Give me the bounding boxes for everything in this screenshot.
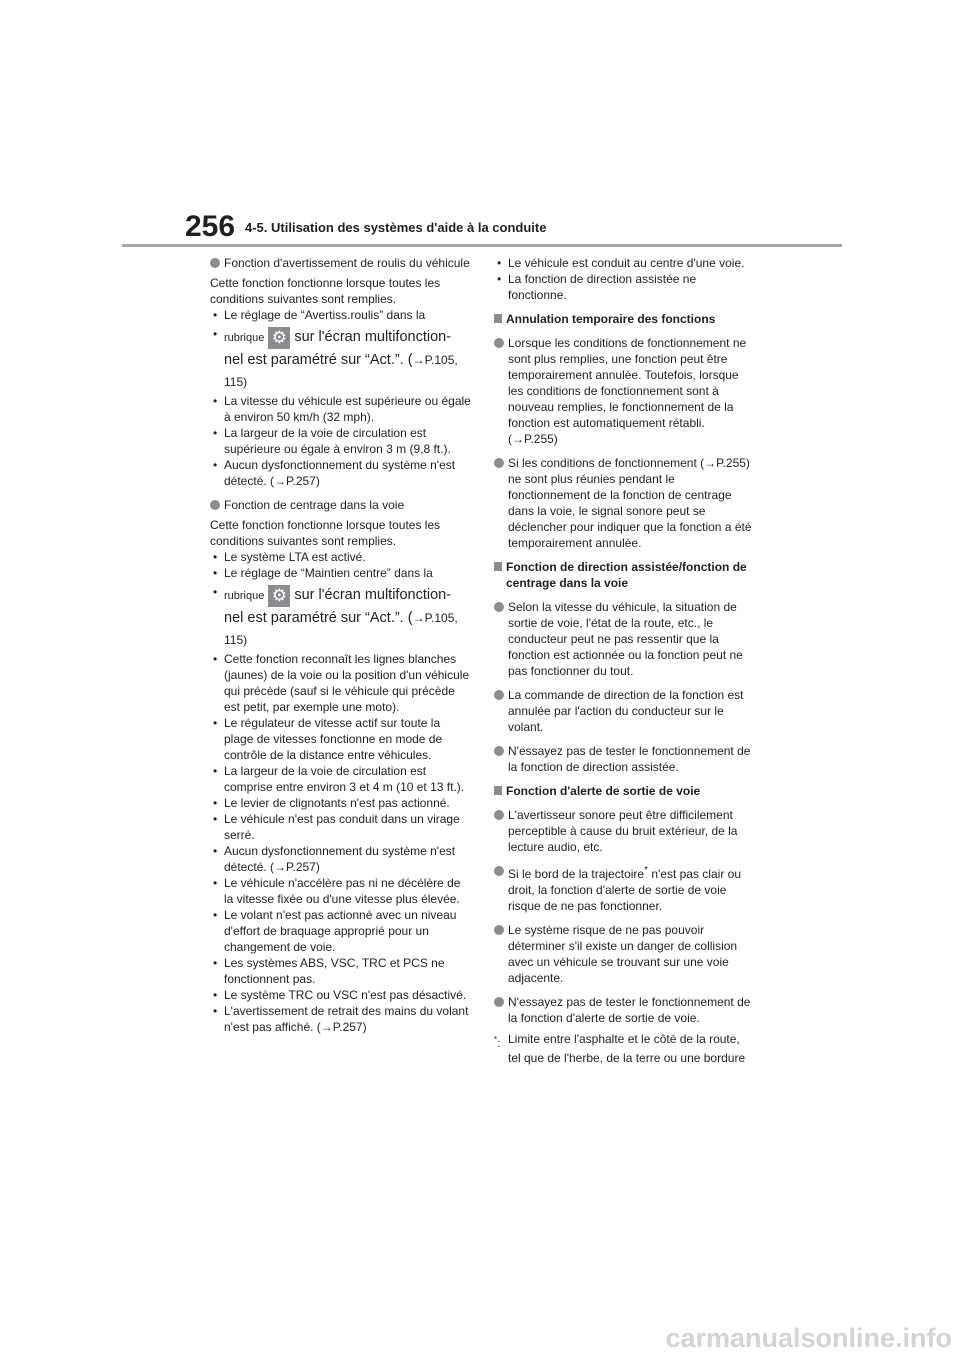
bullet-text: Si le bord de la trajectoire <box>508 867 645 881</box>
list-item: • Le réglage de “Maintien centre” dans la <box>210 565 472 581</box>
square-bullet-icon <box>494 314 502 323</box>
bullet-text: Le système risque de ne pas pouvoir déterminer s'il existe un danger de collision avec un véhicule se trouvant sur une voie adjacente. <box>508 923 738 985</box>
list-item: • Le régulateur de vitesse actif sur toute la plage de vitesses fonctionne en mode de contrôle de la distance entre véhicules. <box>210 715 472 763</box>
bullet-dot-icon <box>210 500 220 510</box>
item-text: rubrique <box>224 590 265 602</box>
bullet <box>494 599 754 679</box>
square-bullet-icon <box>494 786 502 795</box>
heading-text: Fonction de direction assistée/fonction de centrage dans la voie <box>506 560 747 590</box>
list-item: • La fonction de direction assistée ne fonctionne. <box>494 271 754 303</box>
bullet-text: n'est pas clair ou droit, la fonction d'alerte de sortie de voie risque de ne pas fonctionner. <box>508 867 741 913</box>
page-number: 256 <box>185 210 236 243</box>
settings-gear-icon <box>268 327 290 349</box>
watermark: carmanualsonline.info <box>665 1323 952 1353</box>
list-item: • Le système TRC ou VSC n'est pas désactivé. <box>210 987 472 1003</box>
list-item: • La largeur de la voie de circulation est comprise entre environ 3 et 4 m (10 et 13 ft.). <box>210 763 472 795</box>
footnote <box>494 1030 754 1068</box>
item-text: rubrique <box>224 332 265 344</box>
paragraph: Cette fonction fonctionne lorsque toutes les conditions suivantes sont remplies. <box>210 276 441 306</box>
list-item: • La vitesse du véhicule est supérieure ou égale à environ 50 km/h (32 mph). <box>210 393 472 425</box>
bullet-dot-icon <box>494 810 504 820</box>
bullet-text: La commande de direction de la fonction est annulée par l'action du conducteur sur le volant. <box>508 688 744 734</box>
bullet-text: Si les conditions de fonctionnement (→P.255) ne sont plus réunies pendant le fonctionnement de la fonction de centrage dans la voie, le signal sonore peut se déclencher pour indiquer que la fonction a été temporairement annulée. <box>508 456 752 550</box>
heading-lane-departure-alert <box>494 783 754 799</box>
item-text: sur l'écran multifonction- <box>294 329 452 345</box>
header-rule <box>122 244 842 247</box>
footnote-mark: * <box>494 1035 498 1044</box>
bullet-dot-icon <box>494 602 504 612</box>
list-item: • La largeur de la voie de circulation est supérieure ou égale à environ 3 m (9,8 ft.). <box>210 425 472 457</box>
list-item: • Le véhicule n'est pas conduit dans un virage serré. <box>210 811 472 843</box>
list-item: • Le système LTA est activé. <box>210 549 472 565</box>
item-text: sur l'écran multifonction- <box>294 587 452 603</box>
list-item: • Le volant n'est pas actionné avec un niveau d'effort de braquage approprié pour un changement de voie. <box>210 907 472 955</box>
list-item: • Les systèmes ABS, VSC, TRC et PCS ne fonctionnent pas. <box>210 955 472 987</box>
list-item: • Cette fonction reconnaît les lignes blanches (jaunes) de la voie ou la position d'un véhicule qui précède (sauf si le véhicule qui précède est petit, par exemple une moto). <box>210 651 472 715</box>
settings-gear-icon <box>268 585 290 607</box>
bullet <box>494 863 754 914</box>
footnote-text: Limite entre l'asphalte et le côté de la route, tel que de l'herbe, de la terre ou une bordure <box>508 1032 746 1065</box>
bullet-text: N'essayez pas de tester le fonctionnement de la fonction de direction assistée. <box>508 744 751 774</box>
bullet <box>494 994 754 1026</box>
bullet-text: Selon la vitesse du véhicule, la situation de sortie de voie, l'état de la route, etc., le conducteur peut ne pas ressentir que la fonction est actionnée ou la fonction peut ne pas fonctionner du tout. <box>508 600 743 678</box>
bullet-dot-icon <box>494 997 504 1007</box>
bullet-dot-icon <box>494 690 504 700</box>
square-bullet-icon <box>494 562 502 571</box>
heading-text: Annulation temporaire des fonctions <box>506 312 716 326</box>
section-title: 4-5. Utilisation des systèmes d'aide à la conduite <box>245 220 547 235</box>
bullet-dot-icon <box>494 746 504 756</box>
bullet-dot-icon <box>494 866 504 876</box>
bullet-text: Fonction de centrage dans la voie <box>224 498 405 512</box>
list-item: • L'avertissement de retrait des mains du volant n'est pas affiché. (→P.257) <box>210 1003 472 1035</box>
bullet-text: L'avertisseur sonore peut être difficilement perceptible à cause du bruit extérieur, de la lecture audio, etc. <box>508 808 738 854</box>
bullet <box>494 743 754 775</box>
bullet-roll-warning <box>210 255 472 271</box>
bullet <box>494 807 754 855</box>
right-column <box>494 255 754 1068</box>
bullet-dot-icon <box>494 338 504 348</box>
list-item: • Aucun dysfonctionnement du système n'est détecté. (→P.257) <box>210 457 472 489</box>
bullet <box>494 922 754 986</box>
item-text: nel est paramétré sur “Act.”. ( <box>224 610 413 626</box>
bullet-text: N'essayez pas de tester le fonctionnement de la fonction d'alerte de sortie de voie. <box>508 995 751 1025</box>
list-item: • Le véhicule n'accélère pas ni ne décélère de la vitesse fixée ou d'une vitesse plus élevée. <box>210 875 472 907</box>
page-ref: →P.105, 115) <box>224 611 458 647</box>
page-ref: →P.105, 115) <box>224 353 458 389</box>
bullet <box>494 687 754 735</box>
list-item: • Aucun dysfonctionnement du système n'est détecté. (→P.257) <box>210 843 472 875</box>
list-item: • Le véhicule est conduit au centre d'une voie. <box>494 255 754 271</box>
list-item-settings <box>210 323 472 393</box>
bullet <box>494 335 754 447</box>
left-column <box>210 255 472 1035</box>
bullet-dot-icon <box>494 925 504 935</box>
footnote-marker <box>494 1030 500 1053</box>
item-text: nel est paramétré sur “Act.”. ( <box>224 352 413 368</box>
bullet-lane-centering <box>210 497 472 513</box>
list-item-settings <box>210 581 472 651</box>
heading-temporary-cancel <box>494 311 754 327</box>
footnote-colon: : <box>497 1036 501 1050</box>
heading-text: Fonction d'alerte de sortie de voie <box>506 784 701 798</box>
bullet <box>494 455 754 551</box>
bullet-dot-icon <box>210 258 220 268</box>
heading-steering-assist <box>494 559 754 591</box>
list-item: • Le réglage de “Avertiss.roulis” dans la <box>210 307 472 323</box>
list-item: • Le levier de clignotants n'est pas actionné. <box>210 795 472 811</box>
paragraph: Cette fonction fonctionne lorsque toutes les conditions suivantes sont remplies. <box>210 518 441 548</box>
bullet-text: Fonction d'avertissement de roulis du véhicule <box>224 256 470 270</box>
footnote-mark: * <box>644 865 648 876</box>
bullet-text: Lorsque les conditions de fonctionnement ne sont plus remplies, une fonction peut être temporairement annulée. Toutefois, lorsque les conditions de fonctionnement sont à nouveau remplies, le fonctionnement de la fonction est automatiquement rétabli. (→P.255) <box>508 336 747 446</box>
bullet-dot-icon <box>494 458 504 468</box>
